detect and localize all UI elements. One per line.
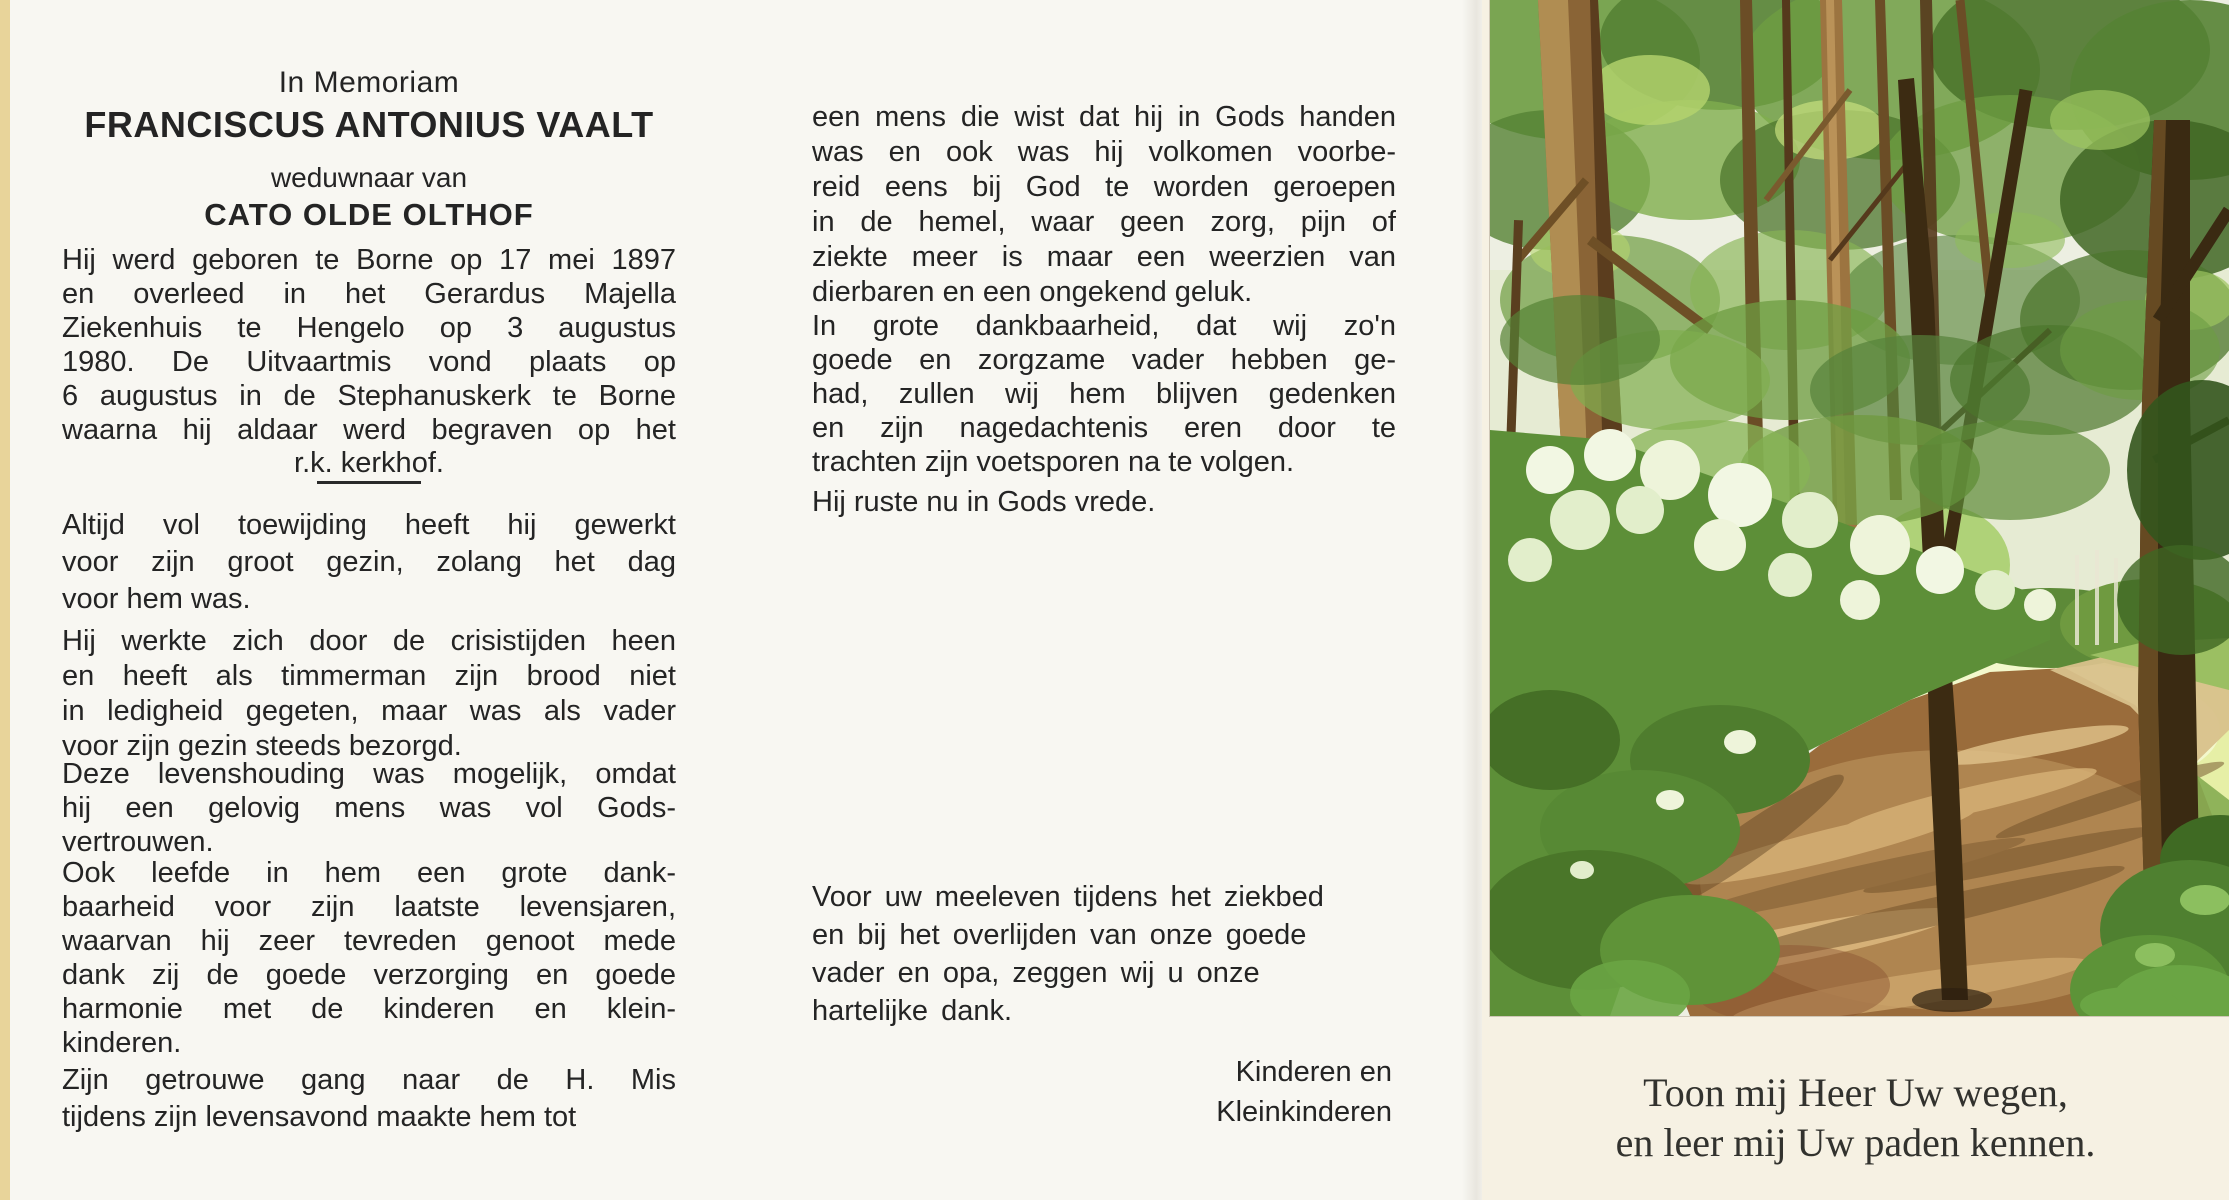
- text-line: waarna hij aldaar werd begraven op het: [62, 414, 676, 446]
- text-line: voor zijn groot gezin, zolang het dag: [62, 546, 676, 578]
- text-line: en bij het overlijden van onze goede: [812, 919, 1307, 951]
- woodland-path-photo: [1490, 0, 2229, 1016]
- bio-paragraph: [62, 243, 676, 447]
- text-line: goede en zorgzame vader hebben ge-: [812, 344, 1396, 376]
- text-line: in ledigheid gegeten, maar was als vader: [62, 695, 676, 727]
- text-line: was en ook was hij volkomen voorbe-: [812, 136, 1396, 168]
- in-memoriam-heading: In Memoriam: [278, 66, 460, 99]
- bio-last-line: r.k. kerkhof.: [294, 447, 444, 479]
- text-line: vader en opa, zeggen wij u onze: [812, 957, 1260, 989]
- psalm-quote-line-2: en leer mij Uw paden kennen.: [1615, 1120, 2096, 1165]
- text-line: baarheid voor zijn laatste levensjaren,: [62, 891, 676, 923]
- signature-line-1: Kinderen en: [1235, 1056, 1392, 1088]
- paragraph-remembrance: [812, 309, 1396, 479]
- text-line: voor zijn gezin steeds bezorgd.: [62, 730, 462, 762]
- rest-in-peace-line: Hij ruste nu in Gods vrede.: [812, 486, 1156, 518]
- signature-line-2: Kleinkinderen: [1216, 1096, 1392, 1128]
- text-line: harmonie met de kinderen en klein-: [62, 993, 676, 1025]
- text-line: dierbaren en een ongekend geluk.: [812, 276, 1253, 308]
- text-line: 6 augustus in de Stephanuskerk te Borne: [62, 380, 676, 412]
- deceased-name: FRANCISCUS ANTONIUS VAALT: [84, 104, 654, 145]
- paragraph-carpenter: [62, 624, 676, 764]
- paragraph-gods-hands: [812, 100, 1396, 310]
- text-line: Hij werd geboren te Borne op 17 mei 1897: [62, 244, 676, 276]
- text-line: ziekte meer is maar een weerzien van: [812, 241, 1396, 273]
- text-line: hij een gelovig mens was vol Gods-: [62, 792, 676, 824]
- text-line: Deze levenshouding was mogelijk, omdat: [62, 758, 676, 790]
- text-line: en overleed in het Gerardus Majella: [62, 278, 676, 310]
- paragraph-faith: [62, 757, 676, 859]
- relation-label: weduwnaar van: [270, 162, 468, 193]
- text-line: trachten zijn voetsporen na te volgen.: [812, 446, 1295, 478]
- psalm-quote: [1482, 1068, 2229, 1168]
- text-line: Ziekenhuis te Hengelo op 3 augustus: [62, 312, 676, 344]
- signature-block: [1216, 1052, 1392, 1132]
- text-line: hartelijke dank.: [812, 995, 1013, 1027]
- text-line: In grote dankbaarheid, dat wij zo'n: [812, 310, 1396, 342]
- text-line: Altijd vol toewijding heeft hij gewerkt: [62, 509, 676, 541]
- text-line: een mens die wist dat hij in Gods handen: [812, 101, 1396, 133]
- text-line: reid eens bij God te worden geroepen: [812, 171, 1396, 203]
- spouse-name: CATO OLDE OLTHOF: [204, 197, 534, 232]
- text-line: Hij werkte zich door de crisistijden heen: [62, 625, 676, 657]
- middle-text-column: [812, 0, 1396, 1200]
- text-line: dank zij de goede verzorging en goede: [62, 959, 676, 991]
- photo-panel: [1482, 0, 2229, 1200]
- text-line: waarvan hij zeer tevreden genoot mede: [62, 925, 676, 957]
- thanks-paragraph: [812, 878, 1396, 1030]
- left-text-column: [62, 0, 676, 1200]
- text-line: 1980. De Uitvaartmis vond plaats op: [62, 346, 676, 378]
- text-line: Ook leefde in hem een grote dank-: [62, 857, 676, 889]
- text-line: en zijn nagedachtenis eren door te: [812, 412, 1396, 444]
- text-line: tijdens zijn levensavond maakte hem tot: [62, 1101, 577, 1133]
- text-line: vertrouwen.: [62, 826, 214, 858]
- text-line: kinderen.: [62, 1027, 182, 1059]
- section-divider: [317, 481, 421, 484]
- text-line: in de hemel, waar geen zorg, pijn of: [812, 206, 1396, 238]
- card-left-edge: [0, 0, 10, 1200]
- paragraph-devotion: [62, 507, 676, 618]
- text-line: en heeft als timmerman zijn brood niet: [62, 660, 676, 692]
- text-line: had, zullen wij hem blijven gedenken: [812, 378, 1396, 410]
- text-line: Voor uw meeleven tijdens het ziekbed: [812, 881, 1324, 913]
- paragraph-mass: [62, 1062, 676, 1136]
- paragraph-gratitude: [62, 856, 676, 1060]
- text-line: Zijn getrouwe gang naar de H. Mis: [62, 1064, 676, 1096]
- psalm-quote-line-1: Toon mij Heer Uw wegen,: [1643, 1070, 2068, 1115]
- text-line: voor hem was.: [62, 583, 251, 615]
